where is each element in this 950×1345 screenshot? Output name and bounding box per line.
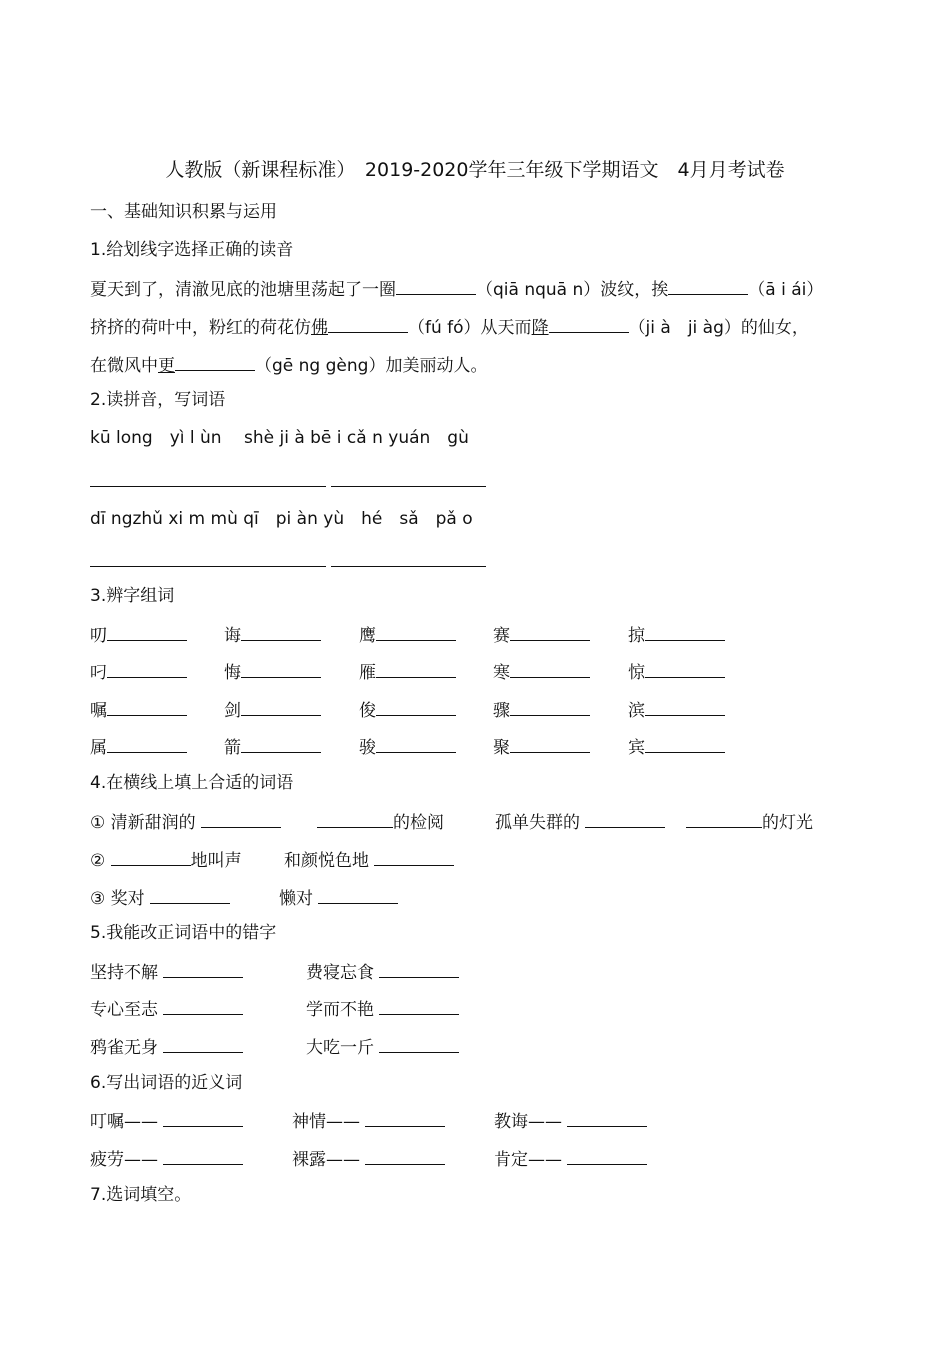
q3-char: 骤 <box>493 701 510 721</box>
answer-blank[interactable] <box>379 959 459 978</box>
q1-text: 在微风中 <box>90 356 158 376</box>
q4-item <box>90 809 281 834</box>
q3-char: 嘱 <box>90 701 107 721</box>
q5-word: 专心至志 <box>90 1000 158 1020</box>
q5-item <box>306 1034 459 1059</box>
q4-text: ② <box>90 851 106 871</box>
q1-underlined-char: 更 <box>158 356 175 376</box>
q1-pinyin-option: （qiā nquā n） <box>476 280 601 300</box>
q6-item <box>494 1108 647 1133</box>
q4-item <box>279 885 398 910</box>
q2-heading: 2.读拼音，写词语 <box>90 390 226 410</box>
q5-word: 费寝忘食 <box>306 963 374 983</box>
q5-item <box>306 959 459 984</box>
q6-item <box>90 1146 243 1171</box>
q1-line-2 <box>90 314 809 339</box>
answer-blank[interactable] <box>163 996 243 1015</box>
answer-blank[interactable] <box>376 622 456 641</box>
q3-item <box>359 697 456 722</box>
q7-heading: 7.选词填空。 <box>90 1185 192 1205</box>
q3-item <box>493 734 590 759</box>
q5-item <box>90 996 243 1021</box>
answer-blank[interactable] <box>107 734 187 753</box>
q4-item <box>284 847 454 872</box>
q4-text: 和颜悦色地 <box>284 851 369 871</box>
q6-heading: 6.写出词语的近义词 <box>90 1073 243 1093</box>
answer-blank[interactable] <box>365 1108 445 1127</box>
q3-item <box>493 659 590 684</box>
q3-item <box>90 697 187 722</box>
q6-word: 裸露—— <box>292 1150 360 1170</box>
q5-item <box>90 959 243 984</box>
q3-item <box>493 697 590 722</box>
answer-blank[interactable] <box>241 734 321 753</box>
q4-text: ① 清新甜润的 <box>90 813 196 833</box>
q3-item <box>493 622 590 647</box>
q1-pinyin-option: （ji à ji àg）的仙女， <box>628 318 809 338</box>
answer-blank[interactable] <box>163 1108 243 1127</box>
q5-heading: 5.我能改正词语中的错字 <box>90 923 277 943</box>
q2-pinyin-row-2: dī ngzhǔ xi m mù qī pi àn yù hé sǎ pǎ o <box>90 509 473 529</box>
q3-item <box>90 734 187 759</box>
q3-item <box>90 622 187 647</box>
q4-text: ③ 奖对 <box>90 889 145 909</box>
q6-word: 叮嘱—— <box>90 1112 158 1132</box>
q1-line-1 <box>90 276 823 301</box>
answer-blank[interactable] <box>585 809 665 828</box>
answer-blank[interactable] <box>510 659 590 678</box>
answer-line[interactable] <box>90 566 326 567</box>
answer-blank[interactable] <box>163 959 243 978</box>
q6-word: 教诲—— <box>494 1112 562 1132</box>
q4-item <box>495 809 665 834</box>
answer-blank[interactable] <box>111 847 191 866</box>
answer-blank[interactable] <box>510 697 590 716</box>
q3-char: 叼 <box>90 663 107 683</box>
q3-char: 掠 <box>628 626 645 646</box>
q3-item <box>628 622 725 647</box>
q3-char: 诲 <box>224 626 241 646</box>
q1-heading: 1.给划线字选择正确的读音 <box>90 240 294 260</box>
answer-blank[interactable] <box>365 1146 445 1165</box>
q6-word: 肯定—— <box>494 1150 562 1170</box>
answer-blank[interactable] <box>107 659 187 678</box>
q3-heading: 3.辨字组词 <box>90 586 175 606</box>
answer-blank[interactable] <box>163 1146 243 1165</box>
q3-char: 骏 <box>359 738 376 758</box>
answer-line[interactable] <box>331 566 486 567</box>
q3-item <box>628 659 725 684</box>
answer-blank[interactable] <box>567 1108 647 1127</box>
q3-char: 雁 <box>359 663 376 683</box>
answer-blank[interactable] <box>549 314 629 333</box>
answer-blank[interactable] <box>318 885 398 904</box>
q3-char: 悔 <box>224 663 241 683</box>
q6-item <box>292 1108 445 1133</box>
answer-blank[interactable] <box>567 1146 647 1165</box>
q3-item <box>224 734 321 759</box>
answer-blank[interactable] <box>317 809 393 828</box>
q3-item <box>359 622 456 647</box>
answer-blank[interactable] <box>374 847 454 866</box>
q4-item <box>317 809 444 834</box>
q4-heading: 4.在横线上填上合适的词语 <box>90 773 294 793</box>
answer-blank[interactable] <box>107 622 187 641</box>
q6-item <box>292 1146 445 1171</box>
q5-word: 鸦雀无身 <box>90 1038 158 1058</box>
answer-blank[interactable] <box>241 622 321 641</box>
q4-text: 地叫声 <box>190 851 242 871</box>
answer-blank[interactable] <box>376 734 456 753</box>
q3-item <box>628 734 725 759</box>
q4-text: 的灯光 <box>762 813 813 833</box>
q6-word: 疲劳—— <box>90 1150 158 1170</box>
q1-line-3 <box>90 352 487 377</box>
q3-char: 俊 <box>359 701 376 721</box>
q1-underlined-char: 佛 <box>311 318 328 338</box>
q1-text: 夏天到了，清澈见底的池塘里荡起了一圈 <box>90 280 396 300</box>
q4-text: 孤单失群的 <box>495 813 580 833</box>
q5-word: 大吃一斤 <box>306 1038 374 1058</box>
q3-char: 鹰 <box>359 626 376 646</box>
answer-blank[interactable] <box>376 659 456 678</box>
q4-item <box>90 885 230 910</box>
q1-text: 波纹，挨 <box>600 280 669 300</box>
q3-item <box>224 659 321 684</box>
answer-line[interactable] <box>90 486 326 487</box>
q3-item <box>628 697 725 722</box>
q3-char: 叨 <box>90 626 107 646</box>
answer-blank[interactable] <box>150 885 230 904</box>
answer-blank[interactable] <box>175 352 255 371</box>
q6-word: 神情—— <box>292 1112 360 1132</box>
q4-text: 的检阅 <box>393 813 444 833</box>
section-heading: 一、基础知识积累与运用 <box>90 202 277 222</box>
q1-underlined-char: 降 <box>531 318 549 338</box>
q3-char: 宾 <box>628 738 645 758</box>
answer-blank[interactable] <box>510 622 590 641</box>
q4-item <box>686 809 813 834</box>
answer-blank[interactable] <box>241 697 321 716</box>
q6-item <box>494 1146 647 1171</box>
q3-char: 剑 <box>224 701 241 721</box>
q4-text: 懒对 <box>279 889 313 909</box>
page-title: 人教版（新课程标准） 2019-2020学年三年级下学期语文 4月月考试卷 <box>165 159 785 181</box>
q3-char: 箭 <box>224 738 241 758</box>
q3-char: 惊 <box>628 663 645 683</box>
answer-blank[interactable] <box>645 734 725 753</box>
answer-blank[interactable] <box>379 996 459 1015</box>
answer-line[interactable] <box>331 486 486 487</box>
q4-item <box>90 847 242 872</box>
answer-blank[interactable] <box>241 659 321 678</box>
q5-item <box>306 996 459 1021</box>
q3-char: 滨 <box>628 701 645 721</box>
answer-blank[interactable] <box>645 697 725 716</box>
q3-item <box>90 659 187 684</box>
q3-item <box>359 659 456 684</box>
answer-blank[interactable] <box>396 276 476 295</box>
answer-blank[interactable] <box>201 809 281 828</box>
q5-word: 学而不艳 <box>306 1000 374 1020</box>
answer-blank[interactable] <box>510 734 590 753</box>
q6-item <box>90 1108 243 1133</box>
q2-pinyin-row-1: kū long yì l ùn shè ji à bē i cǎ n yuán gù <box>90 428 469 448</box>
q1-pinyin-option: （ā i ái） <box>748 280 824 300</box>
q3-char: 属 <box>90 738 107 758</box>
answer-blank[interactable] <box>645 622 725 641</box>
q1-pinyin-option: （gē ng gèng）加美丽动人。 <box>255 356 488 376</box>
q3-item <box>224 697 321 722</box>
answer-blank[interactable] <box>376 697 456 716</box>
q5-word: 坚持不解 <box>90 963 158 983</box>
q1-pinyin-option: （fú fó）从天而 <box>408 318 532 338</box>
answer-blank[interactable] <box>645 659 725 678</box>
q1-text: 挤挤的荷叶中，粉红的荷花仿 <box>90 318 311 338</box>
answer-blank[interactable] <box>328 314 408 333</box>
q5-item <box>90 1034 243 1059</box>
q3-char: 赛 <box>493 626 510 646</box>
q3-char: 聚 <box>493 738 510 758</box>
answer-blank[interactable] <box>668 276 748 295</box>
q3-item <box>359 734 456 759</box>
answer-blank[interactable] <box>163 1034 243 1053</box>
answer-blank[interactable] <box>686 809 762 828</box>
answer-blank[interactable] <box>379 1034 459 1053</box>
q3-item <box>224 622 321 647</box>
q3-char: 寒 <box>493 663 510 683</box>
answer-blank[interactable] <box>107 697 187 716</box>
